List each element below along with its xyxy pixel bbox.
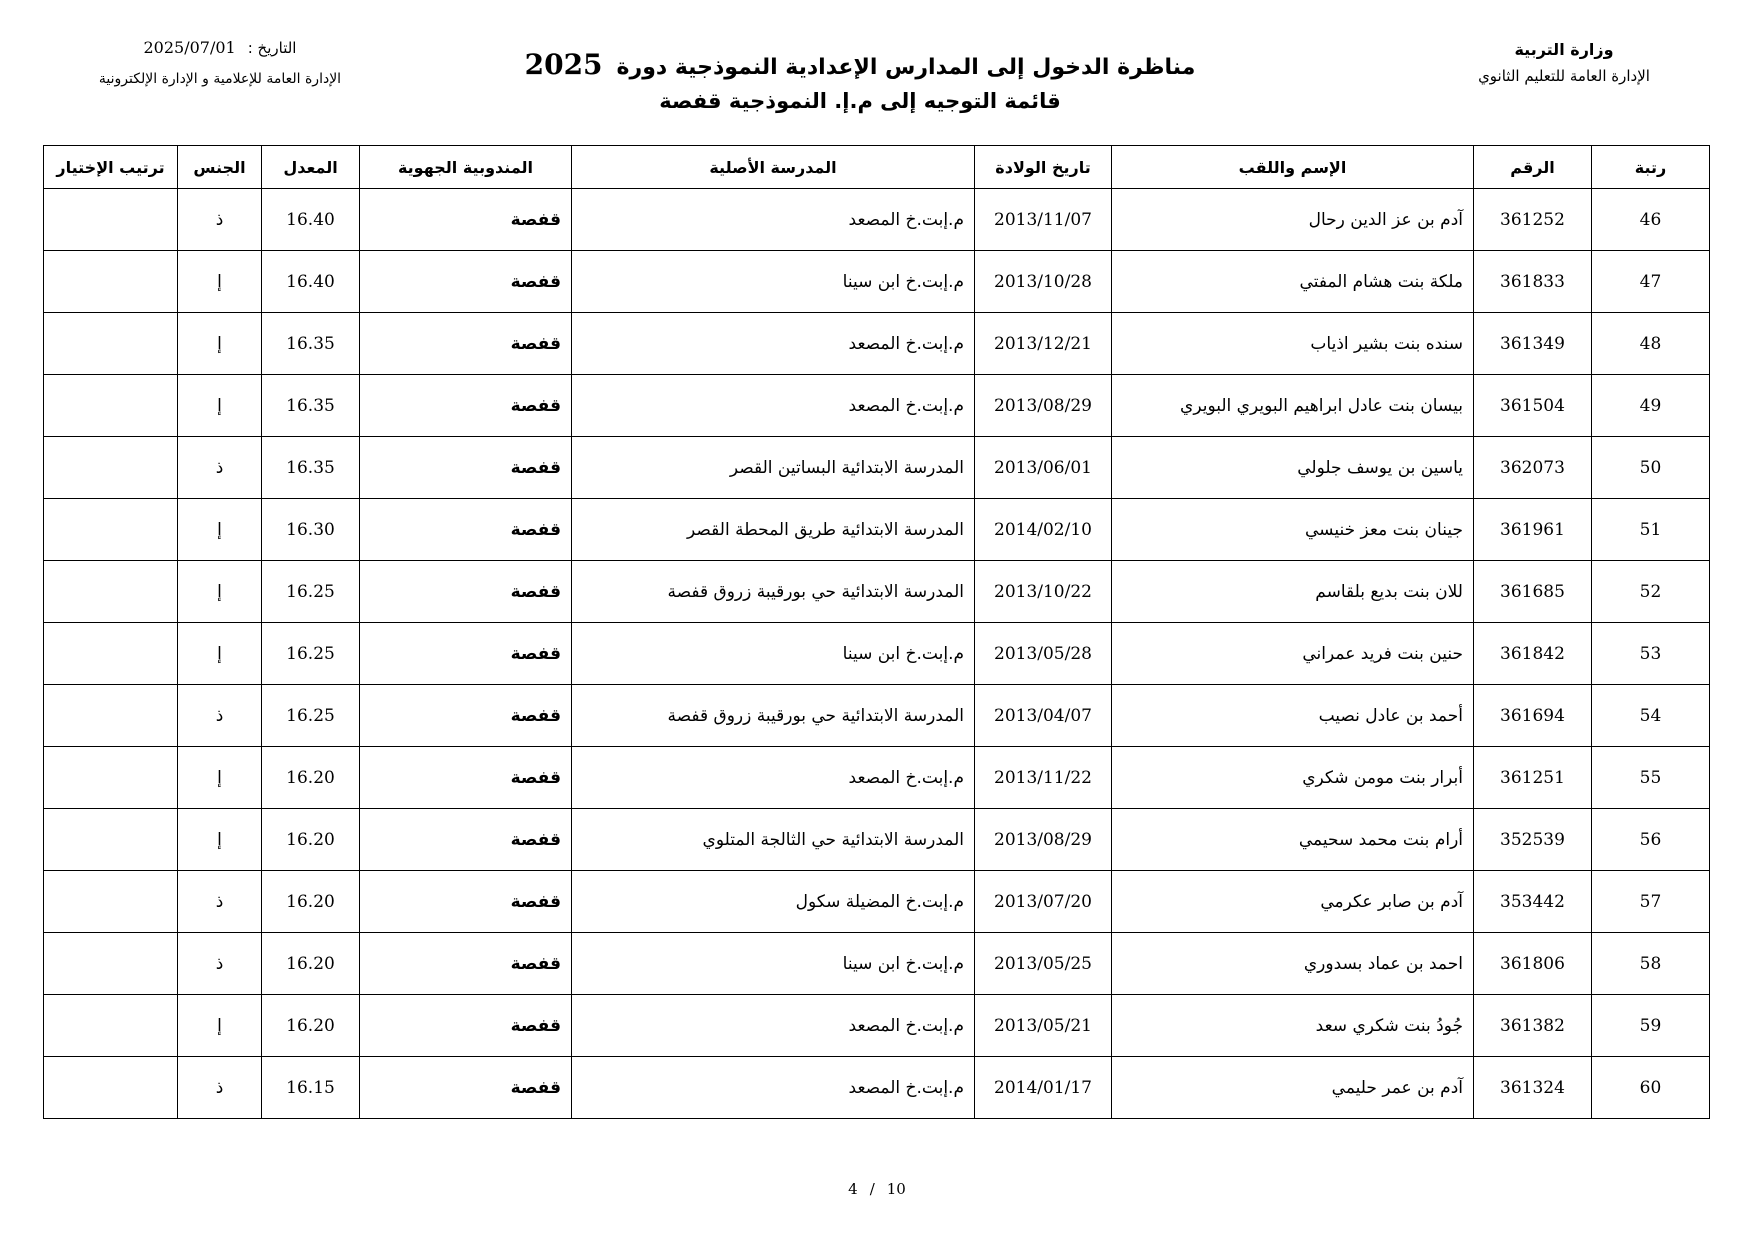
cell-gender: إ xyxy=(178,375,262,437)
cell-number: 361685 xyxy=(1474,561,1592,623)
cell-rank: 58 xyxy=(1592,933,1710,995)
cell-average: 16.20 xyxy=(262,809,360,871)
cell-number: 361842 xyxy=(1474,623,1592,685)
cell-name: أحمد بن عادل نصيب xyxy=(1112,685,1474,747)
cell-average: 16.20 xyxy=(262,747,360,809)
cell-dob: 2013/12/21 xyxy=(975,313,1112,375)
cell-gender: إ xyxy=(178,623,262,685)
cell-region: قفصة xyxy=(360,189,572,251)
cell-dob: 2013/05/21 xyxy=(975,995,1112,1057)
cell-school: المدرسة الابتدائية حي بورقيبة زروق قفصة xyxy=(572,561,975,623)
cell-gender: إ xyxy=(178,313,262,375)
cell-average: 16.30 xyxy=(262,499,360,561)
cell-school: المدرسة الابتدائية حي الثالجة المتلوي xyxy=(572,809,975,871)
cell-gender: ذ xyxy=(178,685,262,747)
cell-number: 361324 xyxy=(1474,1057,1592,1119)
cell-name: للان بنت بديع بلقاسم xyxy=(1112,561,1474,623)
cell-average: 16.20 xyxy=(262,871,360,933)
cell-region: قفصة xyxy=(360,499,572,561)
cell-rank: 56 xyxy=(1592,809,1710,871)
cell-rank: 50 xyxy=(1592,437,1710,499)
cell-school: م.إبت.خ ابن سينا xyxy=(572,933,975,995)
table-row xyxy=(44,747,1710,809)
cell-rank: 60 xyxy=(1592,1057,1710,1119)
cell-dob: 2013/08/29 xyxy=(975,809,1112,871)
cell-school: م.إبت.خ المصعد xyxy=(572,375,975,437)
cell-number: 361349 xyxy=(1474,313,1592,375)
column-header: المندوبية الجهوية xyxy=(360,146,572,189)
cell-rank: 52 xyxy=(1592,561,1710,623)
cell-region: قفصة xyxy=(360,313,572,375)
cell-region: قفصة xyxy=(360,685,572,747)
cell-dob: 2013/10/28 xyxy=(975,251,1112,313)
table-row xyxy=(44,809,1710,871)
cell-average: 16.15 xyxy=(262,1057,360,1119)
cell-gender: إ xyxy=(178,251,262,313)
cell-gender: إ xyxy=(178,995,262,1057)
table-row xyxy=(44,871,1710,933)
cell-choice xyxy=(44,933,178,995)
cell-number: 353442 xyxy=(1474,871,1592,933)
table-row xyxy=(44,623,1710,685)
date-row xyxy=(60,38,380,57)
cell-choice xyxy=(44,1057,178,1119)
cell-rank: 46 xyxy=(1592,189,1710,251)
column-header: المدرسة الأصلية xyxy=(572,146,975,189)
title-text: مناظرة الدخول إلى المدارس الإعدادية النموذجية دورة xyxy=(616,55,1196,80)
page-total: 10 xyxy=(886,1180,906,1198)
column-header: الإسم واللقب xyxy=(1112,146,1474,189)
cell-choice xyxy=(44,871,178,933)
cell-gender: ذ xyxy=(178,933,262,995)
cell-number: 361694 xyxy=(1474,685,1592,747)
cell-average: 16.20 xyxy=(262,933,360,995)
column-header: الرقم xyxy=(1474,146,1592,189)
department-name: الإدارة العامة للتعليم الثانوي xyxy=(1478,67,1650,85)
table-row xyxy=(44,685,1710,747)
cell-average: 16.25 xyxy=(262,685,360,747)
cell-rank: 54 xyxy=(1592,685,1710,747)
cell-number: 361251 xyxy=(1474,747,1592,809)
header-date-block xyxy=(60,38,380,87)
column-header: تاريخ الولادة xyxy=(975,146,1112,189)
cell-region: قفصة xyxy=(360,809,572,871)
cell-average: 16.25 xyxy=(262,623,360,685)
cell-choice xyxy=(44,995,178,1057)
cell-name: آدم بن عمر حليمي xyxy=(1112,1057,1474,1119)
cell-average: 16.25 xyxy=(262,561,360,623)
cell-gender: إ xyxy=(178,561,262,623)
cell-dob: 2013/05/28 xyxy=(975,623,1112,685)
cell-region: قفصة xyxy=(360,747,572,809)
cell-gender: إ xyxy=(178,499,262,561)
cell-dob: 2014/01/17 xyxy=(975,1057,1112,1119)
page-current: 4 xyxy=(848,1180,858,1198)
cell-region: قفصة xyxy=(360,251,572,313)
cell-name: بيسان بنت عادل ابراهيم البويري البويري xyxy=(1112,375,1474,437)
table-row xyxy=(44,189,1710,251)
cell-school: م.إبت.خ ابن سينا xyxy=(572,623,975,685)
cell-number: 361806 xyxy=(1474,933,1592,995)
cell-name: جُودُ بنت شكري سعد xyxy=(1112,995,1474,1057)
column-header: ترتيب الإختيار xyxy=(44,146,178,189)
cell-average: 16.35 xyxy=(262,375,360,437)
cell-number: 361252 xyxy=(1474,189,1592,251)
cell-gender: إ xyxy=(178,747,262,809)
cell-name: احمد بن عماد بسدوري xyxy=(1112,933,1474,995)
table-body xyxy=(44,189,1710,1119)
cell-gender: ذ xyxy=(178,437,262,499)
cell-dob: 2013/06/01 xyxy=(975,437,1112,499)
header-ministry-block xyxy=(1434,40,1694,85)
cell-rank: 55 xyxy=(1592,747,1710,809)
cell-choice xyxy=(44,623,178,685)
table-row xyxy=(44,251,1710,313)
cell-choice xyxy=(44,561,178,623)
cell-dob: 2013/11/07 xyxy=(975,189,1112,251)
cell-choice xyxy=(44,747,178,809)
cell-school: م.إبت.خ المصعد xyxy=(572,747,975,809)
cell-gender: إ xyxy=(178,809,262,871)
header-title-block xyxy=(520,48,1200,113)
cell-school: م.إبت.خ المصعد xyxy=(572,1057,975,1119)
cell-rank: 47 xyxy=(1592,251,1710,313)
cell-gender: ذ xyxy=(178,189,262,251)
cell-school: المدرسة الابتدائية طريق المحطة القصر xyxy=(572,499,975,561)
date-value: 2025/07/01 xyxy=(143,38,236,57)
cell-region: قفصة xyxy=(360,995,572,1057)
table-row xyxy=(44,499,1710,561)
cell-region: قفصة xyxy=(360,561,572,623)
cell-region: قفصة xyxy=(360,437,572,499)
cell-name: سنده بنت بشير اذياب xyxy=(1112,313,1474,375)
cell-region: قفصة xyxy=(360,871,572,933)
cell-dob: 2013/10/22 xyxy=(975,561,1112,623)
cell-name: ملكة بنت هشام المفتي xyxy=(1112,251,1474,313)
cell-average: 16.35 xyxy=(262,437,360,499)
cell-choice xyxy=(44,809,178,871)
cell-choice xyxy=(44,685,178,747)
cell-choice xyxy=(44,251,178,313)
title-year: 2025 xyxy=(524,48,603,81)
cell-dob: 2013/11/22 xyxy=(975,747,1112,809)
cell-number: 361382 xyxy=(1474,995,1592,1057)
cell-choice xyxy=(44,189,178,251)
table-header-row xyxy=(44,146,1710,189)
cell-region: قفصة xyxy=(360,375,572,437)
cell-choice xyxy=(44,375,178,437)
cell-name: ياسين بن يوسف جلولي xyxy=(1112,437,1474,499)
column-header: المعدل xyxy=(262,146,360,189)
cell-name: أبرار بنت مومن شكري xyxy=(1112,747,1474,809)
cell-average: 16.40 xyxy=(262,251,360,313)
cell-name: آدم بن عز الدين رحال xyxy=(1112,189,1474,251)
cell-choice xyxy=(44,437,178,499)
cell-school: م.إبت.خ المصعد xyxy=(572,189,975,251)
cell-region: قفصة xyxy=(360,623,572,685)
page-title xyxy=(520,48,1200,81)
cell-school: م.إبت.خ ابن سينا xyxy=(572,251,975,313)
results-table xyxy=(43,145,1710,1119)
cell-name: جينان بنت معز خنيسي xyxy=(1112,499,1474,561)
page-subtitle: قائمة التوجيه إلى م.إ. النموذجية قفصة xyxy=(659,89,1061,113)
cell-average: 16.35 xyxy=(262,313,360,375)
cell-school: المدرسة الابتدائية البساتين القصر xyxy=(572,437,975,499)
page-separator: / xyxy=(869,1180,875,1198)
cell-dob: 2014/02/10 xyxy=(975,499,1112,561)
cell-school: م.إبت.خ المضيلة سكول xyxy=(572,871,975,933)
cell-dob: 2013/08/29 xyxy=(975,375,1112,437)
date-label: التاريخ : xyxy=(247,39,297,57)
cell-gender: ذ xyxy=(178,1057,262,1119)
column-header: الجنس xyxy=(178,146,262,189)
cell-school: المدرسة الابتدائية حي بورقيبة زروق قفصة xyxy=(572,685,975,747)
table-row xyxy=(44,437,1710,499)
cell-school: م.إبت.خ المصعد xyxy=(572,995,975,1057)
cell-region: قفصة xyxy=(360,1057,572,1119)
cell-region: قفصة xyxy=(360,933,572,995)
cell-number: 361504 xyxy=(1474,375,1592,437)
department-left: الإدارة العامة للإعلامية و الإدارة الإلكترونية xyxy=(98,71,342,87)
cell-number: 361961 xyxy=(1474,499,1592,561)
cell-number: 362073 xyxy=(1474,437,1592,499)
table-row xyxy=(44,933,1710,995)
cell-rank: 49 xyxy=(1592,375,1710,437)
page-number xyxy=(0,1180,1754,1198)
cell-average: 16.20 xyxy=(262,995,360,1057)
column-header: رتبة xyxy=(1592,146,1710,189)
table-row xyxy=(44,375,1710,437)
cell-choice xyxy=(44,313,178,375)
cell-rank: 59 xyxy=(1592,995,1710,1057)
cell-average: 16.40 xyxy=(262,189,360,251)
cell-dob: 2013/07/20 xyxy=(975,871,1112,933)
cell-name: حنين بنت فريد عمراني xyxy=(1112,623,1474,685)
table-row xyxy=(44,1057,1710,1119)
table-row xyxy=(44,313,1710,375)
cell-school: م.إبت.خ المصعد xyxy=(572,313,975,375)
cell-number: 361833 xyxy=(1474,251,1592,313)
cell-gender: ذ xyxy=(178,871,262,933)
cell-dob: 2013/05/25 xyxy=(975,933,1112,995)
cell-choice xyxy=(44,499,178,561)
cell-name: آدم بن صابر عكرمي xyxy=(1112,871,1474,933)
cell-rank: 57 xyxy=(1592,871,1710,933)
table-row xyxy=(44,561,1710,623)
cell-rank: 51 xyxy=(1592,499,1710,561)
cell-name: أرام بنت محمد سحيمي xyxy=(1112,809,1474,871)
table-row xyxy=(44,995,1710,1057)
cell-number: 352539 xyxy=(1474,809,1592,871)
cell-rank: 53 xyxy=(1592,623,1710,685)
cell-rank: 48 xyxy=(1592,313,1710,375)
cell-dob: 2013/04/07 xyxy=(975,685,1112,747)
ministry-name: وزارة التربية xyxy=(1514,40,1614,59)
